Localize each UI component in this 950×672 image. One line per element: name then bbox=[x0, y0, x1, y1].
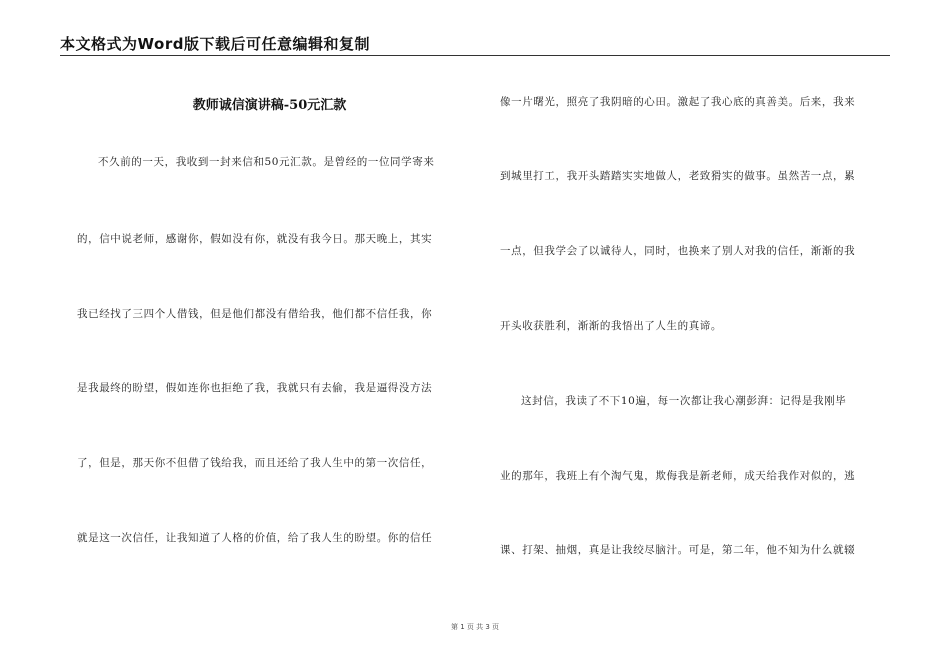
page-number: 第 1 页 共 3 页 bbox=[450, 623, 500, 631]
text-line: 就是这一次信任，让我知道了人格的价值，给了我人生的盼望。你的信任 bbox=[77, 532, 433, 544]
text-line: 一点，但我学会了以诚待人，同时，也换来了别人对我的信任，渐渐的我 bbox=[500, 245, 856, 257]
text-line: 这封信，我读了不下10遍，每一次都让我心潮彭湃：记得是我刚毕 bbox=[521, 395, 847, 407]
text-line: 到城里打工，我开头踏踏实实地做人，老致猾实的做事。虽然苦一点，累 bbox=[500, 170, 856, 182]
text-line: 是我最终的盼望，假如连你也拒绝了我，我就只有去偷，我是逼得没方法 bbox=[77, 382, 433, 394]
banner-divider bbox=[60, 55, 890, 56]
text-line: 像一片曙光，照亮了我阴暗的心田。激起了我心底的真善美。后来，我来 bbox=[500, 96, 856, 108]
text-line: 不久前的一天，我收到一封来信和50元汇款。是曾经的一位同学寄来 bbox=[98, 156, 435, 168]
text-line: 了，但是，那天你不但借了钱给我，而且还给了我人生中的第一次信任， bbox=[77, 457, 433, 469]
text-line: 业的那年，我班上有个淘气鬼，欺侮我是新老师，成天给我作对似的，逃 bbox=[500, 470, 856, 482]
text-line: 课、打架、抽烟，真是让我绞尽脑汁。可是，第二年，他不知为什么就辍 bbox=[500, 544, 856, 556]
text-line: 的，信中说老师，感谢你，假如没有你，就没有我今日。那天晚上，其实 bbox=[77, 233, 433, 245]
document-title: 教师诚信演讲稿-50元汇款 bbox=[192, 98, 347, 113]
text-line: 开头收获胜利，渐渐的我悟出了人生的真谛。 bbox=[500, 320, 722, 332]
download-banner: 本文格式为Word版下载后可任意编辑和复制 bbox=[60, 35, 370, 53]
text-line: 我已经找了三四个人借钱，但是他们都没有借给我，他们都不信任我，你 bbox=[77, 308, 433, 320]
